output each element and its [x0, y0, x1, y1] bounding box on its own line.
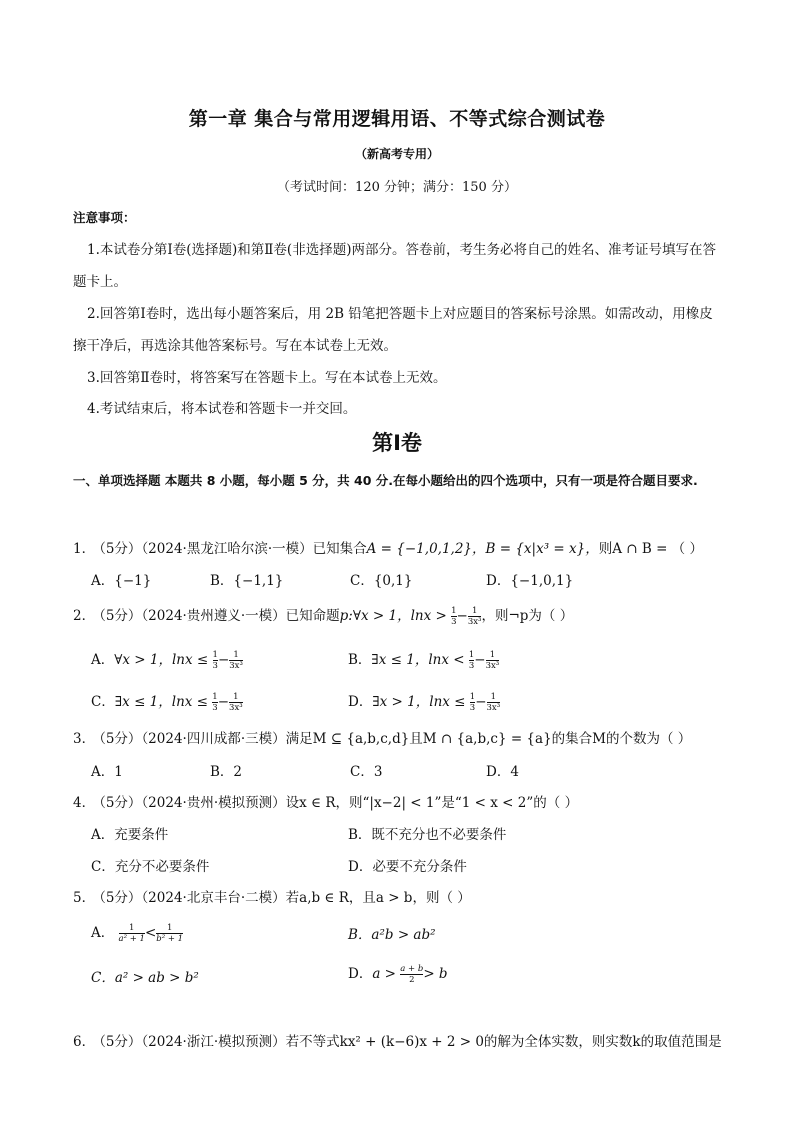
q5-a-f1-den: a² + 1 — [118, 934, 145, 944]
q1-source: （2024·黑龙江哈尔滨·一模） — [141, 541, 313, 557]
notice-item-1 — [73, 234, 723, 298]
q5-option-d-frac — [400, 964, 423, 985]
q2-a-f2-num: 1 — [233, 650, 239, 660]
q2-option-b — [348, 648, 499, 671]
notice-item-4 — [73, 393, 723, 425]
q2-minus: − — [456, 608, 468, 624]
page-title: 第一章 集合与常用逻辑用语、不等式综合测试卷 — [188, 108, 606, 130]
q5-number: 5． — [73, 890, 96, 906]
q5-a-f1-num: 1 — [129, 923, 135, 933]
q5-option-a-frac2 — [156, 923, 183, 944]
q1-stem-c: 则A ∩ B = （ ） — [598, 541, 703, 557]
q2-stem-a: p:∀x > 1，lnx > — [339, 608, 447, 624]
q2-option-b-lead: ∃x ≤ 1，lnx < — [371, 652, 465, 668]
q2-score: （5分） — [99, 608, 142, 624]
q2-d-f2-num: 1 — [490, 692, 497, 702]
q5-option-d-letter: D． — [348, 966, 373, 982]
notice-item-2 — [73, 298, 723, 362]
q1-stem-b: B = {x|x³ = x}， — [485, 541, 599, 557]
q3-option-c: C．3 — [350, 764, 383, 780]
q2-option-c — [91, 690, 243, 713]
q2-frac-b-num: 1 — [471, 606, 478, 616]
q5-d-frac-den: 2 — [409, 975, 415, 985]
q2-c-f1-num: 1 — [212, 692, 218, 702]
q1-option-c: C．{0,1} — [350, 573, 413, 589]
question-1 — [73, 537, 743, 557]
notice-item-2-text: 2.回答第Ⅰ卷时，选出每小题答案后，用 2B 铅笔把答题卡上对应题目的答案标号涂黑。如需改动，用橡皮擦干净后，再选涂其他答案标号。写在本试卷上无效。 — [73, 306, 713, 354]
q2-option-a-frac2 — [229, 650, 243, 671]
q4-score: （5分） — [99, 795, 142, 811]
q5-option-a-frac1 — [119, 923, 145, 944]
q2-option-d-lead: ∃x > 1，lnx ≤ — [372, 694, 466, 710]
q2-c-f2-num: 1 — [233, 692, 239, 702]
q5-option-d-lead: a > — [372, 966, 396, 982]
q4-option-c: C．充分不必要条件 — [91, 859, 210, 875]
notice-item-3-text: 3.回答第Ⅱ卷时，将答案写在答题卡上。写在本试卷上无效。 — [87, 370, 447, 386]
q6-score: （5分） — [99, 1034, 142, 1050]
q5-stem: 若a,b ∈ R，且a > b，则（ ） — [285, 890, 471, 906]
section-heading: 第Ⅰ卷 — [372, 431, 422, 455]
q2-option-d-frac2 — [487, 692, 501, 713]
q2-b-f1-num: 1 — [468, 650, 475, 660]
q3-option-a: A．1 — [91, 764, 123, 780]
notice-item-3 — [73, 362, 723, 394]
q2-frac-b — [468, 606, 482, 627]
q2-d-minus: − — [475, 694, 487, 710]
q2-c-minus: − — [217, 694, 230, 710]
q2-option-c-letter: C． — [91, 694, 115, 710]
q5-a-f2-num: 1 — [166, 923, 173, 933]
q5-option-d — [348, 962, 448, 985]
q2-option-c-lead: ∃x ≤ 1，lnx ≤ — [114, 694, 208, 710]
q2-option-a-letter: A． — [91, 652, 115, 668]
q1-stem-pre: 已知集合 — [312, 541, 367, 557]
page-subtitle: （新高考专用） — [354, 147, 439, 161]
part1-description: 一、单项选择题 本题共 8 小题，每小题 5 分，共 40 分.在每小题给出的四个选项中，只有一项是符合题目要求. — [73, 473, 698, 488]
q4-option-b: B．既不充分也不必要条件 — [348, 827, 507, 843]
q5-a-f2-den: b² + 1 — [156, 934, 184, 944]
question-5 — [73, 886, 743, 906]
q2-stem-c: ，则¬p为（ ） — [481, 608, 574, 624]
q2-b-f2-den: 3x³ — [485, 661, 500, 671]
q1-stem-a: A = {−1,0,1,2}， — [366, 541, 486, 557]
q2-b-f1-den: 3 — [468, 661, 475, 671]
q1-option-a: A．{−1} — [91, 573, 152, 589]
q6-source: （2024·浙江·模拟预测） — [141, 1034, 286, 1050]
q2-source: （2024·贵州遵义·一模） — [141, 608, 286, 624]
q2-stem-pre: 已知命题 — [285, 608, 340, 624]
q5-option-a-lt: < — [144, 925, 157, 941]
q5-d-frac-num: a + b — [400, 964, 424, 974]
q2-frac-b-den: 3x³ — [467, 617, 482, 627]
q2-a-f1-num: 1 — [212, 650, 218, 660]
q2-frac-a-den: 3 — [451, 617, 457, 627]
q4-option-a: A．充要条件 — [91, 827, 169, 843]
q1-number: 1． — [73, 541, 96, 557]
q2-d-f1-den: 3 — [469, 703, 476, 713]
q4-source: （2024·贵州·模拟预测） — [141, 795, 286, 811]
q5-option-d-tail: > b — [423, 966, 448, 982]
question-4 — [73, 791, 743, 811]
q2-d-f1-num: 1 — [469, 692, 476, 702]
q6-number: 6． — [73, 1034, 96, 1050]
q2-option-d-letter: D． — [348, 694, 373, 710]
q1-option-b: B．{−1,1} — [210, 573, 284, 589]
q2-option-a-lead: ∀x > 1，lnx ≤ — [114, 652, 209, 668]
q4-number: 4． — [73, 795, 96, 811]
q1-score: （5分） — [99, 541, 142, 557]
q2-b-f2-num: 1 — [489, 650, 496, 660]
q2-a-minus: − — [217, 652, 230, 668]
q5-source: （2024·北京丰台·二模） — [141, 890, 286, 906]
q3-stem: 满足M ⊆ {a,b,c,d}且M ∩ {a,b,c} = {a}的集合M的个数为（ ） — [285, 731, 692, 747]
q5-option-c: C．a² > ab > b² — [91, 970, 199, 986]
q2-number: 2． — [73, 608, 96, 624]
q4-stem: 设x ∈ R，则“|x−2| < 1”是“1 < x < 2”的（ ） — [285, 795, 579, 811]
q1-option-d: D．{−1,0,1} — [486, 573, 574, 589]
question-2 — [73, 604, 743, 627]
q5-option-a-letter: A． — [91, 925, 115, 941]
exam-info: （考试时间：120 分钟；满分：150 分） — [277, 180, 517, 195]
q2-c-f1-den: 3 — [212, 703, 218, 713]
q2-option-c-frac2 — [229, 692, 243, 713]
q2-a-f1-den: 3 — [212, 661, 218, 671]
question-6 — [73, 1030, 743, 1050]
q3-source: （2024·四川成都·三模） — [141, 731, 286, 747]
q2-option-a — [91, 648, 243, 671]
q5-option-a — [91, 921, 183, 944]
q3-option-b: B．2 — [210, 764, 243, 780]
q2-option-b-letter: B． — [348, 652, 372, 668]
q3-option-d: D．4 — [486, 764, 519, 780]
notice-title: 注意事项： — [73, 210, 136, 225]
notice-item-1-text: 1.本试卷分第Ⅰ卷(选择题)和第Ⅱ卷(非选择题)两部分。答卷前，考生务必将自己的姓名、准考证号填写在答题卡上。 — [73, 242, 716, 290]
q5-score: （5分） — [99, 890, 142, 906]
q6-stem: 若不等式kx² + (k−6)x + 2 > 0的解为全体实数，则实数k的取值范围是 — [285, 1034, 722, 1050]
question-3 — [73, 727, 743, 747]
q3-score: （5分） — [99, 731, 142, 747]
q2-a-f2-den: 3x³ — [229, 661, 243, 671]
q4-option-d: D．必要不充分条件 — [348, 859, 467, 875]
q5-option-b: B．a²b > ab² — [348, 927, 436, 943]
q2-option-b-frac2 — [486, 650, 500, 671]
q2-frac-a-num: 1 — [451, 606, 457, 616]
q3-number: 3． — [73, 731, 96, 747]
q2-b-minus: − — [474, 652, 486, 668]
notice-item-4-text: 4.考试结束后，将本试卷和答题卡一并交回。 — [87, 401, 357, 417]
q2-option-d — [348, 690, 500, 713]
q2-d-f2-den: 3x³ — [486, 703, 501, 713]
q2-c-f2-den: 3x³ — [229, 703, 243, 713]
